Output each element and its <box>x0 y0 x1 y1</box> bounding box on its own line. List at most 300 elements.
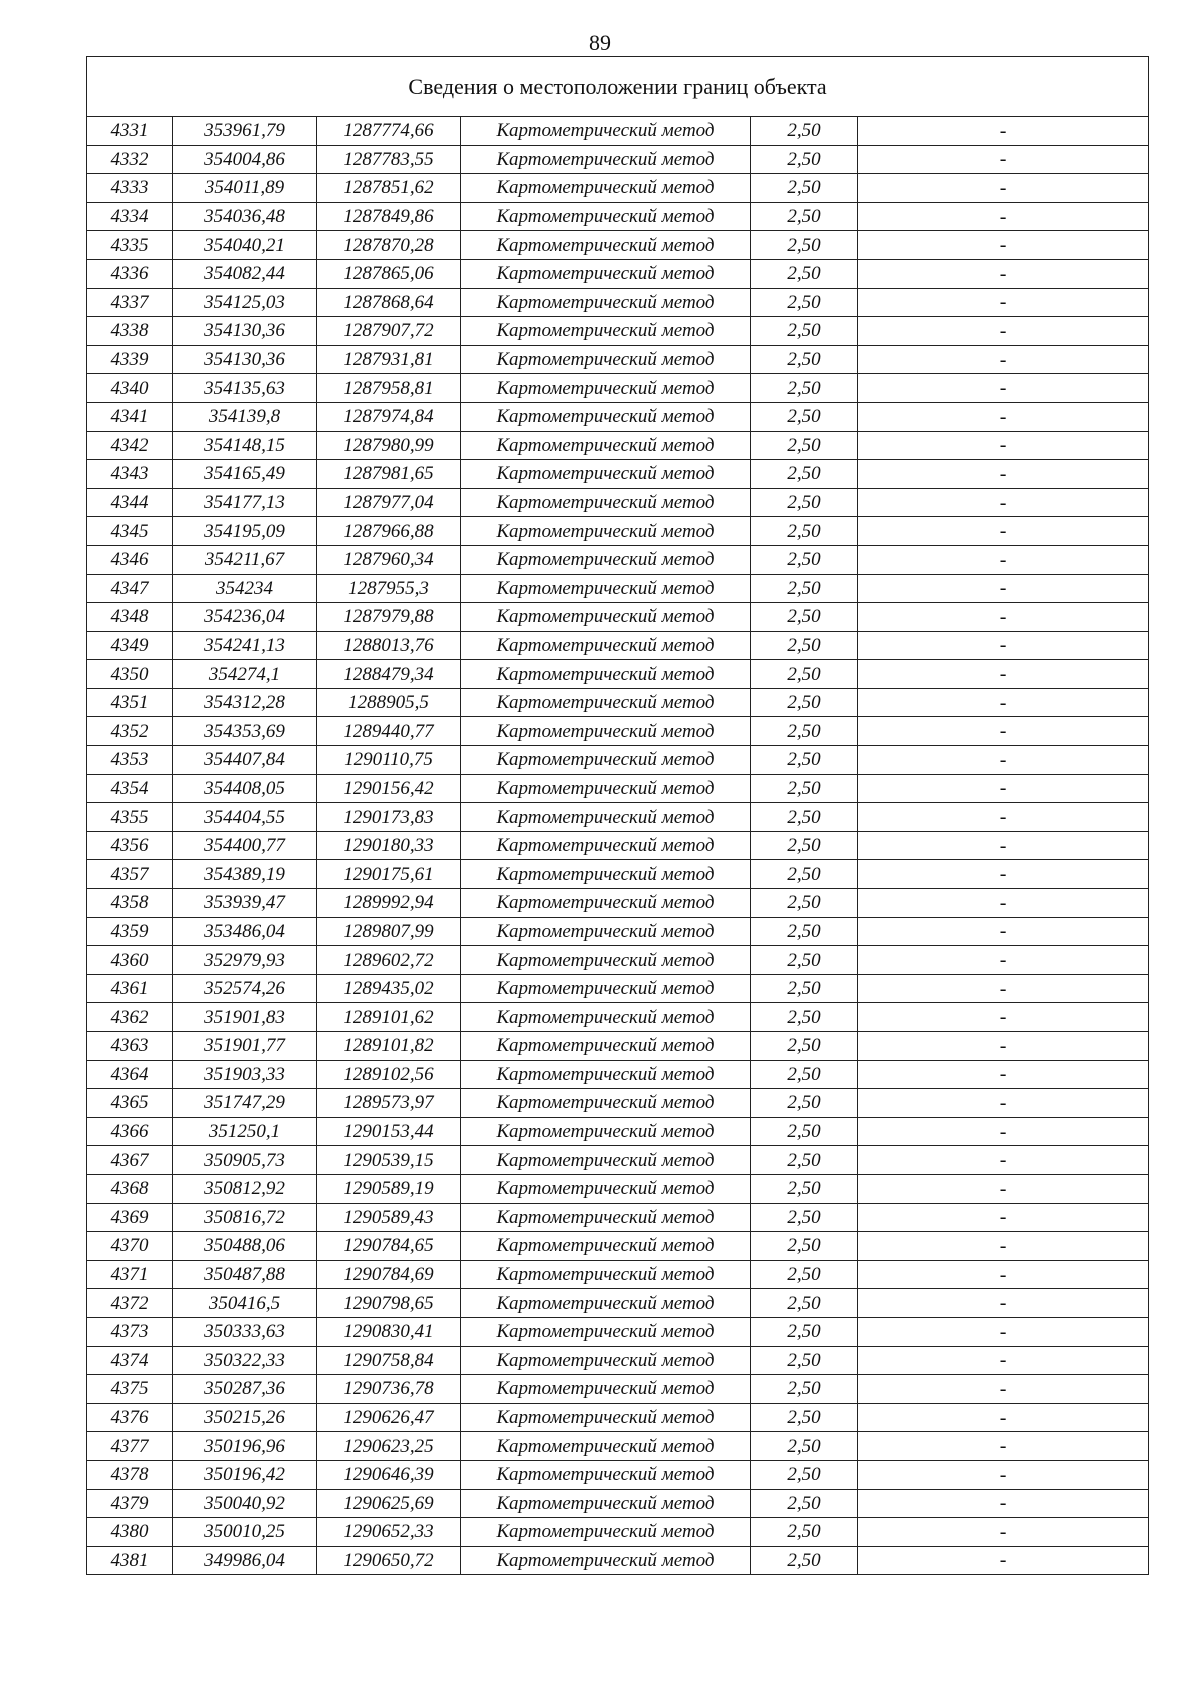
coordinate-y-cell: 1290784,69 <box>317 1260 461 1289</box>
coordinate-x-cell: 354312,28 <box>173 688 317 717</box>
note-cell: - <box>858 402 1149 431</box>
method-cell: Картометрический метод <box>461 1003 751 1032</box>
method-cell: Картометрический метод <box>461 1403 751 1432</box>
method-cell: Картометрический метод <box>461 746 751 775</box>
point-number-cell: 4353 <box>87 746 173 775</box>
table-row <box>87 1203 1149 1232</box>
table-row <box>87 202 1149 231</box>
method-cell: Картометрический метод <box>461 1460 751 1489</box>
note-cell: - <box>858 1346 1149 1375</box>
method-cell: Картометрический метод <box>461 488 751 517</box>
coordinate-y-cell: 1290180,33 <box>317 831 461 860</box>
table-row <box>87 517 1149 546</box>
coordinate-y-cell: 1287870,28 <box>317 231 461 260</box>
note-cell: - <box>858 1003 1149 1032</box>
note-cell: - <box>858 202 1149 231</box>
table-row <box>87 259 1149 288</box>
table-row <box>87 1317 1149 1346</box>
coordinate-x-cell: 350487,88 <box>173 1260 317 1289</box>
method-cell: Картометрический метод <box>461 1489 751 1518</box>
point-number-cell: 4373 <box>87 1317 173 1346</box>
point-number-cell: 4350 <box>87 660 173 689</box>
method-cell: Картометрический метод <box>461 145 751 174</box>
precision-cell: 2,50 <box>751 231 858 260</box>
method-cell: Картометрический метод <box>461 1174 751 1203</box>
precision-cell: 2,50 <box>751 1146 858 1175</box>
note-cell: - <box>858 974 1149 1003</box>
precision-cell: 2,50 <box>751 488 858 517</box>
note-cell: - <box>858 631 1149 660</box>
table-row <box>87 1117 1149 1146</box>
coordinate-y-cell: 1287955,3 <box>317 574 461 603</box>
coordinate-x-cell: 351903,33 <box>173 1060 317 1089</box>
method-cell: Картометрический метод <box>461 1232 751 1261</box>
coordinate-y-cell: 1290156,42 <box>317 774 461 803</box>
coordinate-y-cell: 1287849,86 <box>317 202 461 231</box>
note-cell: - <box>858 1117 1149 1146</box>
point-number-cell: 4336 <box>87 259 173 288</box>
table-row <box>87 145 1149 174</box>
precision-cell: 2,50 <box>751 1375 858 1404</box>
precision-cell: 2,50 <box>751 1003 858 1032</box>
coordinate-x-cell: 354135,63 <box>173 374 317 403</box>
table-body <box>87 117 1149 1575</box>
precision-cell: 2,50 <box>751 174 858 203</box>
coordinate-x-cell: 351901,83 <box>173 1003 317 1032</box>
table-row <box>87 1146 1149 1175</box>
table-row <box>87 574 1149 603</box>
note-cell: - <box>858 1146 1149 1175</box>
coordinate-y-cell: 1290623,25 <box>317 1432 461 1461</box>
table-row <box>87 1375 1149 1404</box>
coordinate-x-cell: 350812,92 <box>173 1174 317 1203</box>
precision-cell: 2,50 <box>751 1203 858 1232</box>
method-cell: Картометрический метод <box>461 946 751 975</box>
point-number-cell: 4363 <box>87 1032 173 1061</box>
table-row <box>87 1032 1149 1061</box>
method-cell: Картометрический метод <box>461 231 751 260</box>
table-row <box>87 1518 1149 1547</box>
coordinate-y-cell: 1287980,99 <box>317 431 461 460</box>
precision-cell: 2,50 <box>751 889 858 918</box>
coordinate-x-cell: 350905,73 <box>173 1146 317 1175</box>
method-cell: Картометрический метод <box>461 288 751 317</box>
precision-cell: 2,50 <box>751 660 858 689</box>
coordinate-y-cell: 1290626,47 <box>317 1403 461 1432</box>
note-cell: - <box>858 259 1149 288</box>
note-cell: - <box>858 1489 1149 1518</box>
coordinate-x-cell: 354407,84 <box>173 746 317 775</box>
precision-cell: 2,50 <box>751 117 858 146</box>
point-number-cell: 4338 <box>87 317 173 346</box>
coordinate-y-cell: 1287981,65 <box>317 460 461 489</box>
coordinate-x-cell: 354130,36 <box>173 345 317 374</box>
method-cell: Картометрический метод <box>461 860 751 889</box>
coordinate-y-cell: 1287966,88 <box>317 517 461 546</box>
note-cell: - <box>858 1060 1149 1089</box>
precision-cell: 2,50 <box>751 860 858 889</box>
point-number-cell: 4379 <box>87 1489 173 1518</box>
point-number-cell: 4352 <box>87 717 173 746</box>
table-row <box>87 746 1149 775</box>
point-number-cell: 4357 <box>87 860 173 889</box>
table-row <box>87 1003 1149 1032</box>
point-number-cell: 4351 <box>87 688 173 717</box>
coordinate-x-cell: 350488,06 <box>173 1232 317 1261</box>
point-number-cell: 4378 <box>87 1460 173 1489</box>
coordinate-x-cell: 351901,77 <box>173 1032 317 1061</box>
method-cell: Картометрический метод <box>461 460 751 489</box>
note-cell: - <box>858 660 1149 689</box>
method-cell: Картометрический метод <box>461 431 751 460</box>
point-number-cell: 4340 <box>87 374 173 403</box>
table-row <box>87 603 1149 632</box>
note-cell: - <box>858 803 1149 832</box>
precision-cell: 2,50 <box>751 545 858 574</box>
coordinate-x-cell: 353486,04 <box>173 917 317 946</box>
note-cell: - <box>858 889 1149 918</box>
point-number-cell: 4332 <box>87 145 173 174</box>
note-cell: - <box>858 1232 1149 1261</box>
note-cell: - <box>858 431 1149 460</box>
method-cell: Картометрический метод <box>461 889 751 918</box>
precision-cell: 2,50 <box>751 1089 858 1118</box>
note-cell: - <box>858 688 1149 717</box>
table-row <box>87 1060 1149 1089</box>
precision-cell: 2,50 <box>751 259 858 288</box>
method-cell: Картометрический метод <box>461 174 751 203</box>
coordinate-x-cell: 353961,79 <box>173 117 317 146</box>
coordinate-y-cell: 1289435,02 <box>317 974 461 1003</box>
coordinate-y-cell: 1288905,5 <box>317 688 461 717</box>
point-number-cell: 4335 <box>87 231 173 260</box>
coordinate-y-cell: 1289992,94 <box>317 889 461 918</box>
point-number-cell: 4333 <box>87 174 173 203</box>
precision-cell: 2,50 <box>751 803 858 832</box>
note-cell: - <box>858 1317 1149 1346</box>
coordinate-y-cell: 1287865,06 <box>317 259 461 288</box>
point-number-cell: 4368 <box>87 1174 173 1203</box>
point-number-cell: 4359 <box>87 917 173 946</box>
coordinate-x-cell: 354011,89 <box>173 174 317 203</box>
note-cell: - <box>858 1089 1149 1118</box>
point-number-cell: 4365 <box>87 1089 173 1118</box>
coordinate-x-cell: 354389,19 <box>173 860 317 889</box>
coordinate-x-cell: 351747,29 <box>173 1089 317 1118</box>
method-cell: Картометрический метод <box>461 917 751 946</box>
method-cell: Картометрический метод <box>461 1117 751 1146</box>
table-row <box>87 1174 1149 1203</box>
table-header <box>87 57 1149 117</box>
method-cell: Картометрический метод <box>461 717 751 746</box>
coordinate-y-cell: 1289101,82 <box>317 1032 461 1061</box>
method-cell: Картометрический метод <box>461 1146 751 1175</box>
coordinate-x-cell: 354404,55 <box>173 803 317 832</box>
point-number-cell: 4342 <box>87 431 173 460</box>
point-number-cell: 4374 <box>87 1346 173 1375</box>
coordinate-y-cell: 1290589,43 <box>317 1203 461 1232</box>
point-number-cell: 4380 <box>87 1518 173 1547</box>
method-cell: Картометрический метод <box>461 631 751 660</box>
coordinate-x-cell: 354408,05 <box>173 774 317 803</box>
table-row <box>87 460 1149 489</box>
table-row <box>87 317 1149 346</box>
method-cell: Картометрический метод <box>461 774 751 803</box>
note-cell: - <box>858 774 1149 803</box>
coordinate-y-cell: 1289573,97 <box>317 1089 461 1118</box>
note-cell: - <box>858 231 1149 260</box>
precision-cell: 2,50 <box>751 317 858 346</box>
note-cell: - <box>858 574 1149 603</box>
point-number-cell: 4364 <box>87 1060 173 1089</box>
precision-cell: 2,50 <box>751 774 858 803</box>
coordinate-y-cell: 1288013,76 <box>317 631 461 660</box>
precision-cell: 2,50 <box>751 1232 858 1261</box>
note-cell: - <box>858 1260 1149 1289</box>
point-number-cell: 4348 <box>87 603 173 632</box>
table-title: Сведения о местоположении границ объекта <box>87 57 1149 117</box>
note-cell: - <box>858 917 1149 946</box>
method-cell: Картометрический метод <box>461 803 751 832</box>
point-number-cell: 4381 <box>87 1546 173 1575</box>
note-cell: - <box>858 603 1149 632</box>
table-row <box>87 831 1149 860</box>
coordinate-y-cell: 1287783,55 <box>317 145 461 174</box>
precision-cell: 2,50 <box>751 831 858 860</box>
note-cell: - <box>858 1203 1149 1232</box>
precision-cell: 2,50 <box>751 288 858 317</box>
table-row <box>87 1346 1149 1375</box>
table-row <box>87 917 1149 946</box>
coordinate-x-cell: 354004,86 <box>173 145 317 174</box>
coordinates-table-container <box>86 56 1148 1575</box>
point-number-cell: 4376 <box>87 1403 173 1432</box>
note-cell: - <box>858 860 1149 889</box>
coordinate-x-cell: 351250,1 <box>173 1117 317 1146</box>
coordinate-y-cell: 1290153,44 <box>317 1117 461 1146</box>
note-cell: - <box>858 717 1149 746</box>
method-cell: Картометрический метод <box>461 1346 751 1375</box>
method-cell: Картометрический метод <box>461 1032 751 1061</box>
coordinate-x-cell: 353939,47 <box>173 889 317 918</box>
point-number-cell: 4341 <box>87 402 173 431</box>
precision-cell: 2,50 <box>751 1289 858 1318</box>
coordinate-y-cell: 1290175,61 <box>317 860 461 889</box>
note-cell: - <box>858 1518 1149 1547</box>
coordinate-x-cell: 354130,36 <box>173 317 317 346</box>
point-number-cell: 4345 <box>87 517 173 546</box>
table-row <box>87 345 1149 374</box>
table-row <box>87 1403 1149 1432</box>
table-row <box>87 117 1149 146</box>
note-cell: - <box>858 1460 1149 1489</box>
note-cell: - <box>858 946 1149 975</box>
point-number-cell: 4347 <box>87 574 173 603</box>
table-title-row <box>87 57 1149 117</box>
precision-cell: 2,50 <box>751 1518 858 1547</box>
note-cell: - <box>858 1403 1149 1432</box>
precision-cell: 2,50 <box>751 1060 858 1089</box>
point-number-cell: 4349 <box>87 631 173 660</box>
precision-cell: 2,50 <box>751 631 858 660</box>
point-number-cell: 4370 <box>87 1232 173 1261</box>
coordinate-y-cell: 1290784,65 <box>317 1232 461 1261</box>
coordinate-y-cell: 1287974,84 <box>317 402 461 431</box>
coordinate-x-cell: 354082,44 <box>173 259 317 288</box>
precision-cell: 2,50 <box>751 917 858 946</box>
note-cell: - <box>858 345 1149 374</box>
precision-cell: 2,50 <box>751 1432 858 1461</box>
table-row <box>87 803 1149 832</box>
coordinate-x-cell: 350010,25 <box>173 1518 317 1547</box>
note-cell: - <box>858 1289 1149 1318</box>
point-number-cell: 4377 <box>87 1432 173 1461</box>
coordinate-y-cell: 1289602,72 <box>317 946 461 975</box>
coordinate-x-cell: 350196,42 <box>173 1460 317 1489</box>
coordinate-y-cell: 1287931,81 <box>317 345 461 374</box>
coordinate-x-cell: 354148,15 <box>173 431 317 460</box>
precision-cell: 2,50 <box>751 460 858 489</box>
precision-cell: 2,50 <box>751 574 858 603</box>
coordinate-y-cell: 1289440,77 <box>317 717 461 746</box>
point-number-cell: 4360 <box>87 946 173 975</box>
precision-cell: 2,50 <box>751 1489 858 1518</box>
coordinate-y-cell: 1287960,34 <box>317 545 461 574</box>
precision-cell: 2,50 <box>751 402 858 431</box>
table-row <box>87 717 1149 746</box>
coordinate-y-cell: 1287977,04 <box>317 488 461 517</box>
coordinate-y-cell: 1288479,34 <box>317 660 461 689</box>
table-row <box>87 631 1149 660</box>
table-row <box>87 431 1149 460</box>
precision-cell: 2,50 <box>751 345 858 374</box>
table-row <box>87 1432 1149 1461</box>
coordinate-x-cell: 352574,26 <box>173 974 317 1003</box>
point-number-cell: 4358 <box>87 889 173 918</box>
coordinate-y-cell: 1290589,19 <box>317 1174 461 1203</box>
point-number-cell: 4366 <box>87 1117 173 1146</box>
method-cell: Картометрический метод <box>461 603 751 632</box>
method-cell: Картометрический метод <box>461 1375 751 1404</box>
note-cell: - <box>858 1546 1149 1575</box>
coordinate-y-cell: 1287774,66 <box>317 117 461 146</box>
precision-cell: 2,50 <box>751 717 858 746</box>
method-cell: Картометрический метод <box>461 259 751 288</box>
coordinate-y-cell: 1290736,78 <box>317 1375 461 1404</box>
precision-cell: 2,50 <box>751 374 858 403</box>
coordinates-table <box>86 56 1149 1575</box>
method-cell: Картометрический метод <box>461 688 751 717</box>
method-cell: Картометрический метод <box>461 402 751 431</box>
precision-cell: 2,50 <box>751 1032 858 1061</box>
coordinate-x-cell: 354139,8 <box>173 402 317 431</box>
table-row <box>87 1289 1149 1318</box>
note-cell: - <box>858 488 1149 517</box>
coordinate-x-cell: 354236,04 <box>173 603 317 632</box>
coordinate-x-cell: 354234 <box>173 574 317 603</box>
table-row <box>87 974 1149 1003</box>
method-cell: Картометрический метод <box>461 374 751 403</box>
coordinate-x-cell: 354274,1 <box>173 660 317 689</box>
method-cell: Картометрический метод <box>461 974 751 1003</box>
table-row <box>87 488 1149 517</box>
coordinate-x-cell: 350040,92 <box>173 1489 317 1518</box>
note-cell: - <box>858 1032 1149 1061</box>
method-cell: Картометрический метод <box>461 1203 751 1232</box>
table-row <box>87 1089 1149 1118</box>
coordinate-x-cell: 350287,36 <box>173 1375 317 1404</box>
coordinate-y-cell: 1290110,75 <box>317 746 461 775</box>
coordinate-y-cell: 1289807,99 <box>317 917 461 946</box>
coordinate-y-cell: 1290798,65 <box>317 1289 461 1318</box>
table-row <box>87 374 1149 403</box>
coordinate-x-cell: 352979,93 <box>173 946 317 975</box>
point-number-cell: 4337 <box>87 288 173 317</box>
note-cell: - <box>858 460 1149 489</box>
coordinate-y-cell: 1287851,62 <box>317 174 461 203</box>
coordinate-y-cell: 1290539,15 <box>317 1146 461 1175</box>
method-cell: Картометрический метод <box>461 202 751 231</box>
coordinate-x-cell: 354125,03 <box>173 288 317 317</box>
table-row <box>87 1489 1149 1518</box>
point-number-cell: 4367 <box>87 1146 173 1175</box>
coordinate-x-cell: 350416,5 <box>173 1289 317 1318</box>
table-row <box>87 1232 1149 1261</box>
coordinate-y-cell: 1289102,56 <box>317 1060 461 1089</box>
point-number-cell: 4346 <box>87 545 173 574</box>
point-number-cell: 4371 <box>87 1260 173 1289</box>
coordinate-x-cell: 349986,04 <box>173 1546 317 1575</box>
point-number-cell: 4354 <box>87 774 173 803</box>
precision-cell: 2,50 <box>751 431 858 460</box>
point-number-cell: 4334 <box>87 202 173 231</box>
method-cell: Картометрический метод <box>461 1060 751 1089</box>
method-cell: Картометрический метод <box>461 1289 751 1318</box>
table-row <box>87 774 1149 803</box>
note-cell: - <box>858 374 1149 403</box>
note-cell: - <box>858 317 1149 346</box>
coordinate-x-cell: 354211,67 <box>173 545 317 574</box>
method-cell: Картометрический метод <box>461 517 751 546</box>
precision-cell: 2,50 <box>751 1546 858 1575</box>
method-cell: Картометрический метод <box>461 1089 751 1118</box>
coordinate-x-cell: 354353,69 <box>173 717 317 746</box>
coordinate-x-cell: 350816,72 <box>173 1203 317 1232</box>
note-cell: - <box>858 288 1149 317</box>
table-row <box>87 545 1149 574</box>
precision-cell: 2,50 <box>751 517 858 546</box>
coordinate-y-cell: 1290173,83 <box>317 803 461 832</box>
table-row <box>87 1260 1149 1289</box>
coordinate-x-cell: 354177,13 <box>173 488 317 517</box>
coordinate-x-cell: 354400,77 <box>173 831 317 860</box>
note-cell: - <box>858 831 1149 860</box>
table-row <box>87 402 1149 431</box>
table-row <box>87 231 1149 260</box>
point-number-cell: 4331 <box>87 117 173 146</box>
coordinate-x-cell: 354165,49 <box>173 460 317 489</box>
method-cell: Картометрический метод <box>461 660 751 689</box>
point-number-cell: 4355 <box>87 803 173 832</box>
point-number-cell: 4339 <box>87 345 173 374</box>
precision-cell: 2,50 <box>751 1174 858 1203</box>
note-cell: - <box>858 517 1149 546</box>
coordinate-x-cell: 350196,96 <box>173 1432 317 1461</box>
method-cell: Картометрический метод <box>461 117 751 146</box>
precision-cell: 2,50 <box>751 145 858 174</box>
precision-cell: 2,50 <box>751 946 858 975</box>
coordinate-y-cell: 1290652,33 <box>317 1518 461 1547</box>
